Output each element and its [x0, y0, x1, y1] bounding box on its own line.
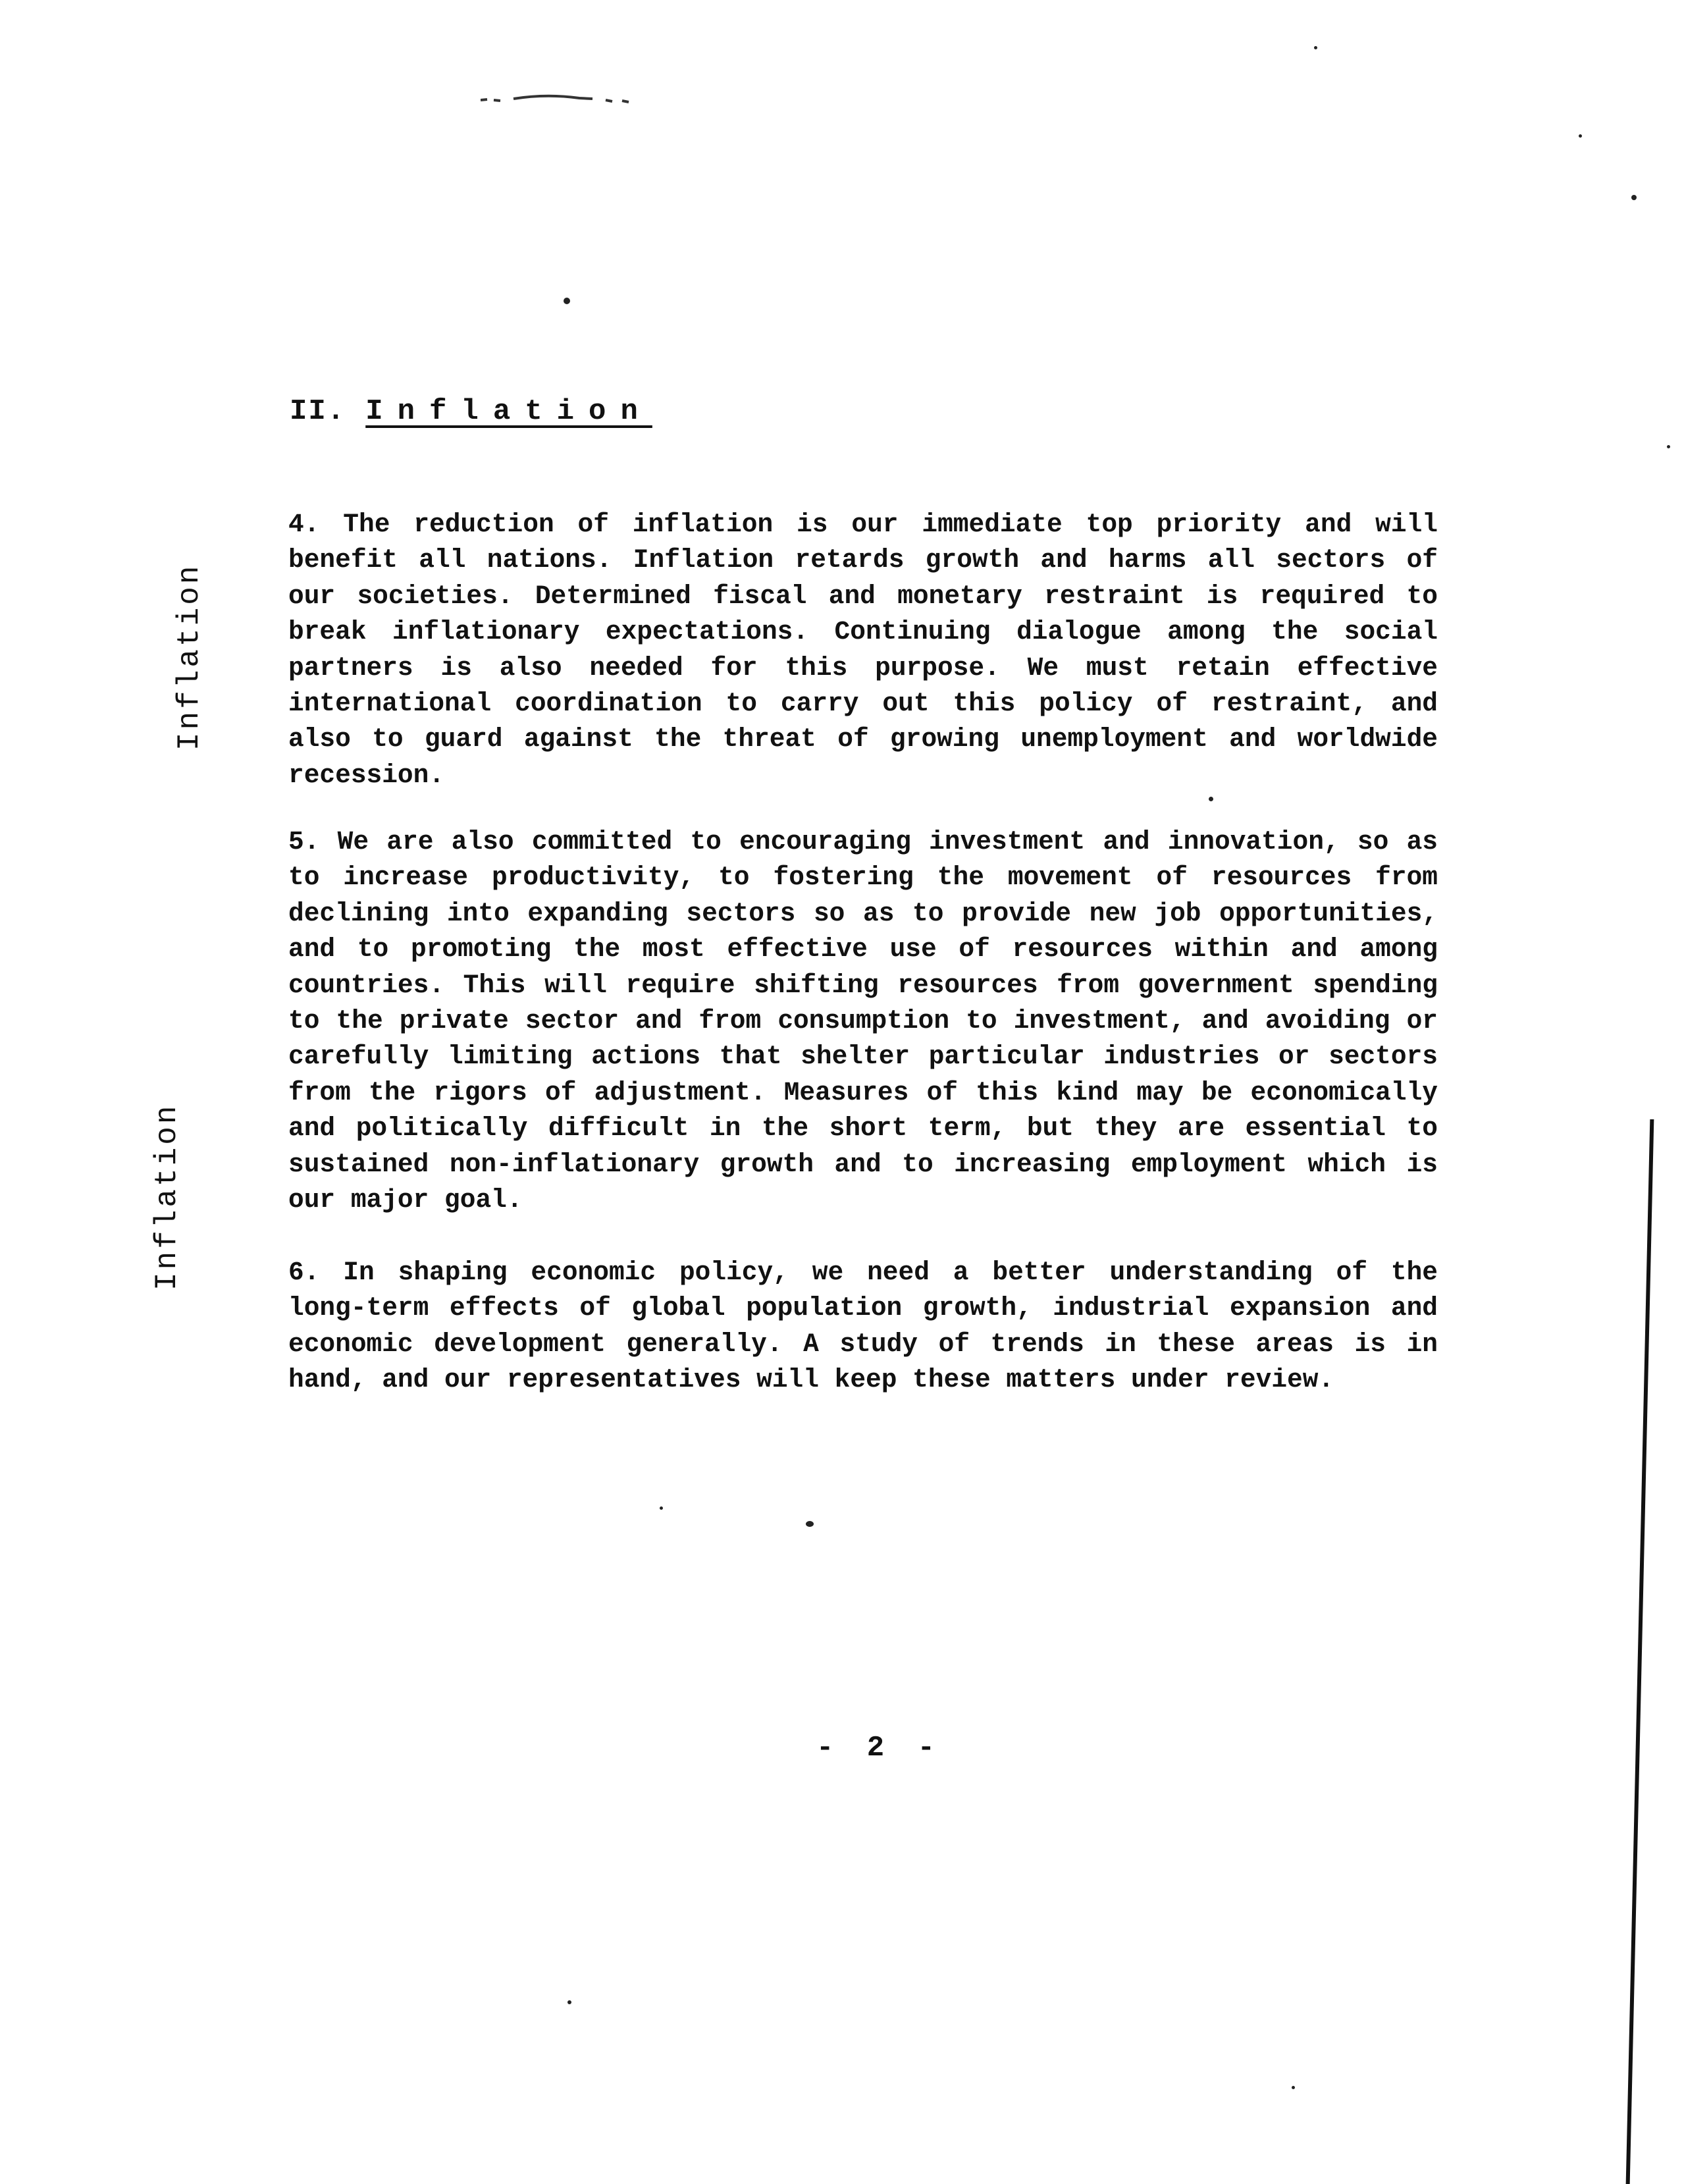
paragraph-5: 5. We are also committed to encouraging investment and innovation, so as to increase productivity, to fostering the movement of resources from declining into expanding sectors so as to provide new job opportunities, and to promoting the most effective use of resources within and among countries. This will require shifting resources from government spending to the private sector and from consumption to investment, and avoiding or carefully limiting actions that shelter particular industries or sectors from the rigors of adjustment. Measures of this kind may be economically and politically difficult in the short term, but they are essential to sustained non-inflationary growth and to increasing employment which is our major goal. [288, 827, 1438, 1215]
margin-note: Inflation [172, 563, 207, 751]
scan-dot [660, 1506, 663, 1510]
scan-dot [1631, 195, 1637, 200]
margin-note: Inflation [150, 1103, 184, 1291]
paragraph-6: 6. In shaping economic policy, we need a better understanding of the long-term effects of global population growth, industrial expansion and economic development generally. A study of trends in these areas is in hand, and our representatives will keep these matters under review. [288, 1258, 1438, 1395]
section-title: Inflation [365, 395, 652, 428]
scan-dot [567, 2000, 571, 2004]
paragraph-4: 4. The reduction of inflation is our immediate top priority and will benefit all nations. Inflation retards growth and harms all sectors of our societies. Determined fiscal and monetary restraint is required to break inflationary expectations. Continuing dialogue among the social partners is also needed for this purpose. We must retain effective international coordination to carry out this policy of restraint, and also to guard against the threat of growing unemployment and worldwide recession. [288, 510, 1438, 790]
scan-dot [1314, 46, 1317, 49]
section-heading [290, 395, 652, 428]
page-number: - 2 - [816, 1732, 943, 1765]
scan-dot [806, 1521, 814, 1527]
scan-dot [564, 298, 570, 304]
page-edge-line [1626, 1119, 1654, 2184]
scan-dot [1292, 2086, 1295, 2089]
section-number: II. [290, 395, 346, 428]
scan-dot [1209, 797, 1213, 801]
scan-dot [1667, 445, 1670, 448]
scan-smudge [481, 92, 639, 104]
scan-dot [1579, 134, 1582, 138]
